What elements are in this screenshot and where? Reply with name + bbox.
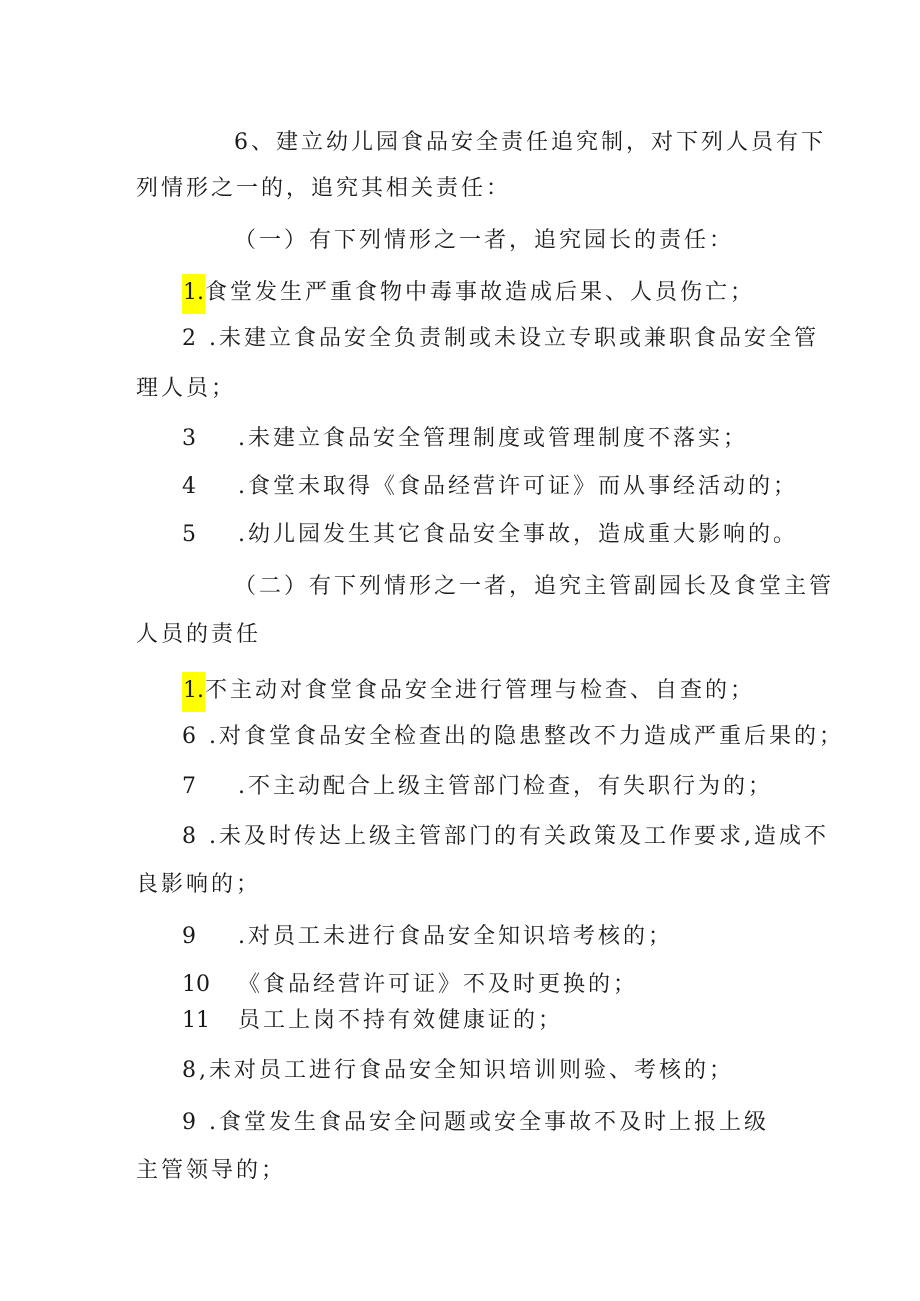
section-2-item-9 xyxy=(182,922,673,952)
section-2-item-9-cont: 主管领导的； xyxy=(136,1158,287,1183)
paragraph-6-line-1: 6、建立幼儿园食品安全责任追究制，对下列人员有下 xyxy=(234,130,826,155)
item-number: 8 xyxy=(182,824,199,849)
section-1-item-2-cont: 理人员； xyxy=(136,376,237,401)
section-1-item-4 xyxy=(182,472,798,502)
item-text: .未建立食品安全管理制度或管理制度不落实； xyxy=(238,426,748,451)
item-text: .未建立食品安全负责制或未设立专职或兼职食品安全管 xyxy=(199,326,819,351)
paragraph-6-line-2: 列情形之一的，追究其相关责任： xyxy=(136,176,512,201)
item-text: .不主动配合上级主管部门检查，有失职行为的； xyxy=(238,774,773,799)
item-text: .食堂未取得《食品经营许可证》而从事经活动的； xyxy=(238,474,798,499)
item-number: 9 xyxy=(182,1110,199,1135)
section-2-item-6 xyxy=(182,722,844,752)
item-text: .幼儿园发生其它食品安全事故，造成重大影响的。 xyxy=(238,522,798,547)
section-2-item-1 xyxy=(182,672,755,712)
section-1-item-3 xyxy=(182,424,748,454)
item-number: 3 xyxy=(182,426,196,451)
section-2-heading-line-2: 人员的责任 xyxy=(136,622,262,647)
section-2-item-10 xyxy=(182,970,638,1000)
item-text: 不主动对食堂食品安全进行管理与检查、自查的； xyxy=(205,678,756,703)
section-1-item-2 xyxy=(182,324,819,354)
item-text: .对食堂食品安全检查出的隐患整改不力造成严重后果的； xyxy=(199,724,844,749)
section-2-item-8-repeat: 8,未对员工进行食品安全知识培训则验、考核的； xyxy=(182,1058,734,1083)
item-text: 员工上岗不持有效健康证的； xyxy=(238,1008,564,1033)
item-text: 《食品经营许可证》不及时更换的； xyxy=(238,972,639,997)
item-number: 11 xyxy=(182,1008,210,1033)
item-number: 4 xyxy=(182,474,196,499)
item-text: .食堂发生食品安全问题或安全事故不及时上报上级 xyxy=(199,1110,769,1135)
item-text: .未及时传达上级主管部门的有关政策及工作要求,造成不 xyxy=(199,824,829,849)
item-number: 6 xyxy=(182,724,199,749)
item-number: 2 xyxy=(182,326,199,351)
item-text: 食堂发生严重食物中毒事故造成后果、人员伤亡； xyxy=(205,280,756,305)
item-number: 5 xyxy=(182,522,196,547)
item-text: .对员工未进行食品安全知识培考核的； xyxy=(238,924,673,949)
item-number: 10 xyxy=(182,972,210,997)
section-1-heading: （一）有下列情形之一者，追究园长的责任： xyxy=(234,228,735,253)
section-2-item-7 xyxy=(182,772,773,802)
item-number-highlight: 1. xyxy=(182,274,205,314)
section-2-heading-line-1: （二）有下列情形之一者，追究主管副园长及食堂主管 xyxy=(234,574,835,599)
section-2-item-11 xyxy=(182,1006,563,1036)
item-number: 7 xyxy=(182,774,196,799)
item-number-highlight: 1. xyxy=(182,672,205,712)
section-2-item-8 xyxy=(182,822,829,852)
section-1-item-1 xyxy=(182,274,755,314)
item-number: 9 xyxy=(182,924,196,949)
section-2-item-9-repeat xyxy=(182,1108,769,1138)
section-2-item-8-cont: 良影响的； xyxy=(136,872,262,897)
section-1-item-5 xyxy=(182,520,798,550)
